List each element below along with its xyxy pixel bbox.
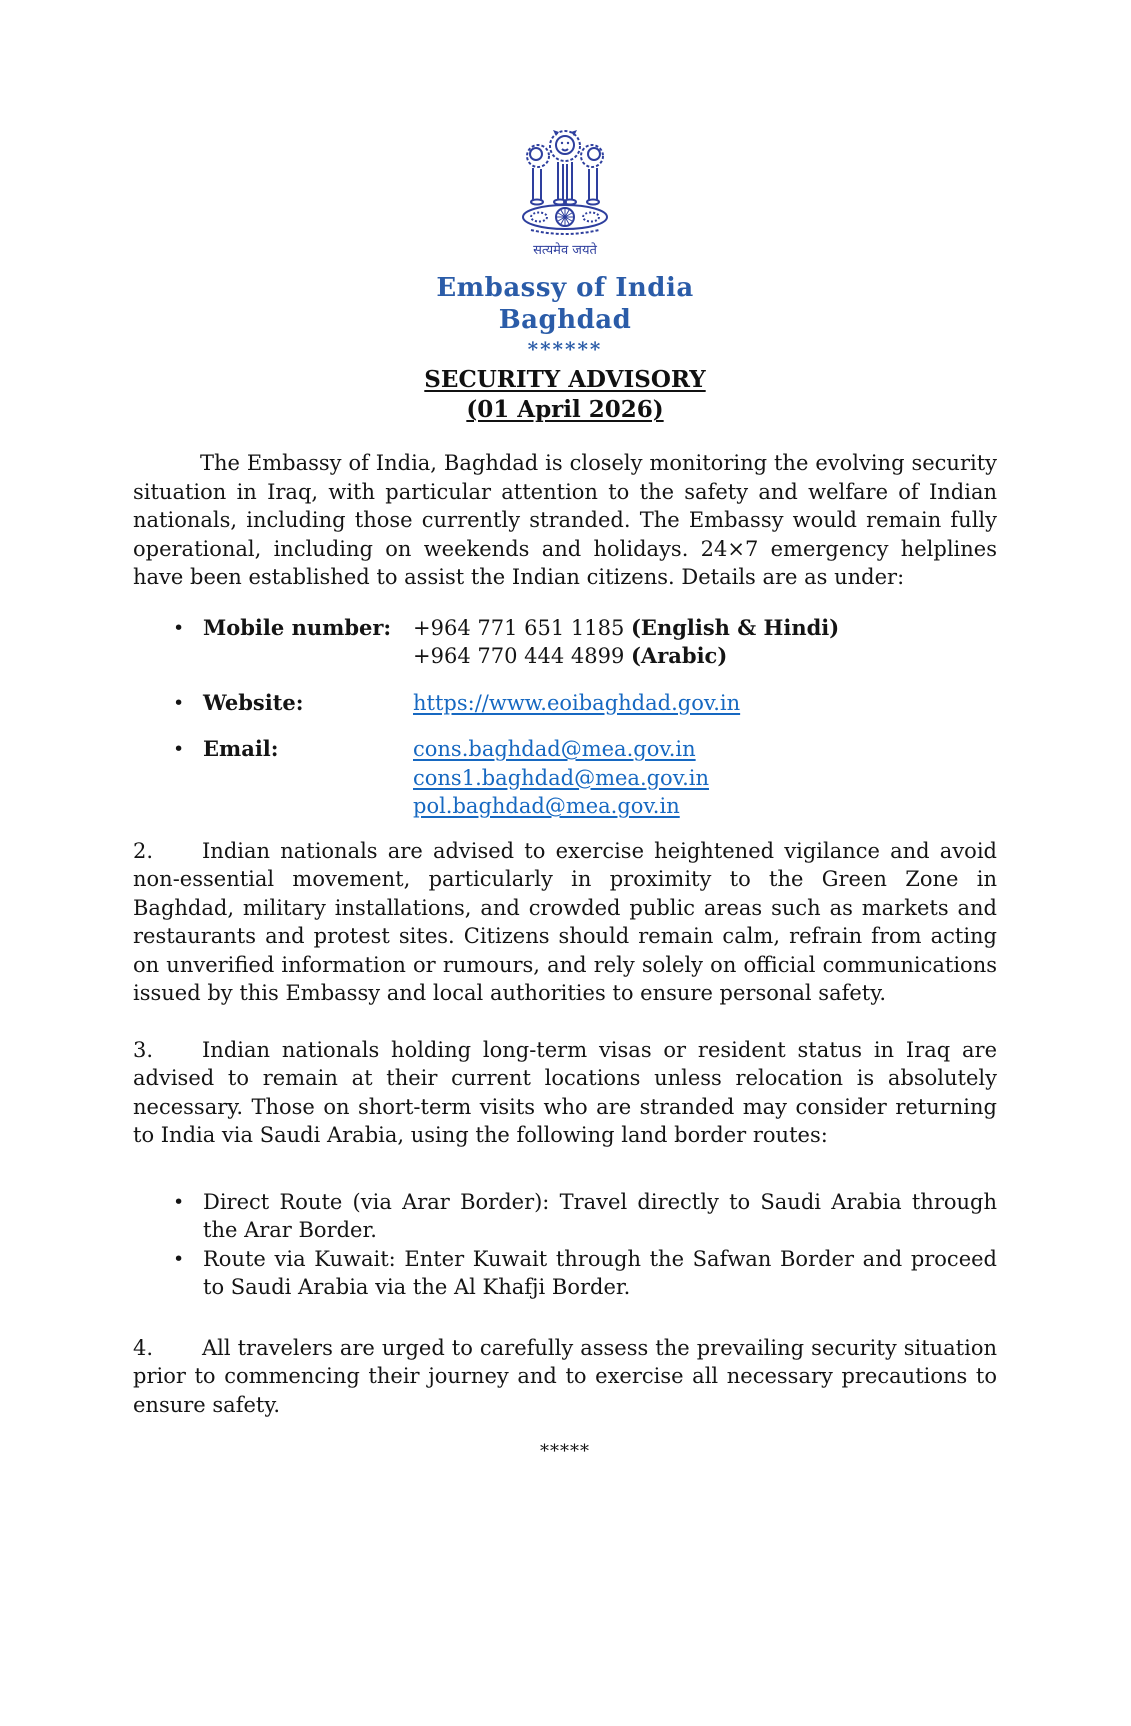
contact-label-website: Website: xyxy=(203,689,304,715)
contact-value-mobile xyxy=(413,614,997,671)
bullet-icon: • xyxy=(173,738,185,760)
paragraph-3: 3. Indian nationals holding long-term visas or resident status in Iraq are advised to remain at their current locations unless relocation is absolutely necessary. Those on short-term visits who are stranded may consider returning to India via Saudi Arabia, using the following land border routes: xyxy=(133,1037,997,1147)
paragraph-4: 4. All travelers are urged to carefully assess the prevailing security situation prior to commencing their journey and to exercise all necessary precautions to ensure safety. xyxy=(133,1335,997,1417)
phone-line-2: +964 770 444 4899 (Arabic) xyxy=(413,643,728,668)
bullet-icon: • xyxy=(173,1190,185,1213)
paragraph-2: 2. Indian nationals are advised to exercise heightened vigilance and avoid non-essential movement, particularly in proximity to the Green Zone in Baghdad, military installations, and crowded public areas such as markets and restaurants and protest sites. Citizens should remain calm, refrain from acting on unverified information or rumours, and rely solely on official communications issued by this Embassy and local authorities to ensure personal safety. xyxy=(133,838,997,1005)
emblem-block xyxy=(133,126,997,258)
contact-label-email: Email: xyxy=(203,736,279,761)
route-item-arar: • Direct Route (via Arar Border): Travel directly to Saudi Arabia through the Arar Border. xyxy=(133,1188,997,1245)
contact-item-website xyxy=(133,689,997,718)
route-list xyxy=(133,1188,997,1302)
bullet-icon: • xyxy=(173,616,185,639)
org-name: Embassy of India xyxy=(436,273,694,303)
bullet-icon: • xyxy=(173,691,185,714)
website-link[interactable]: https://www.eoibaghdad.gov.in xyxy=(413,690,741,715)
india-national-emblem-icon xyxy=(512,126,618,238)
advisory-date: (01 April 2026) xyxy=(466,396,664,423)
phone-line-1: +964 771 651 1185 (English & Hindi) xyxy=(413,614,840,640)
document-page xyxy=(0,126,1131,1726)
route-item-kuwait: • Route via Kuwait: Enter Kuwait through the Safwan Border and proceed to Saudi Arabia via the Al Khafji Border. xyxy=(133,1245,997,1302)
contact-label-mobile: Mobile number: xyxy=(203,614,392,640)
contact-list xyxy=(133,614,997,821)
contact-value-website xyxy=(413,689,997,718)
header-divider-stars: ****** xyxy=(527,337,603,361)
contact-item-mobile xyxy=(133,614,997,671)
emblem-motto: सत्यमेव जयते xyxy=(533,243,597,258)
paragraph-2-number: 2. xyxy=(133,838,154,863)
email-link-3[interactable]: pol.baghdad@mea.gov.in xyxy=(413,794,680,818)
email-link-1[interactable]: cons.baghdad@mea.gov.in xyxy=(413,737,696,761)
email-link-2[interactable]: cons1.baghdad@mea.gov.in xyxy=(413,765,709,790)
contact-value-email xyxy=(413,735,997,821)
org-city: Baghdad xyxy=(498,305,632,335)
advisory-title: SECURITY ADVISORY xyxy=(424,366,706,393)
paragraph-4-number: 4. xyxy=(133,1335,154,1360)
paragraph-1: The Embassy of India, Baghdad is closely monitoring the evolving security situation in Iraq, with particular attention to the safety and welfare of Indian nationals, including those currently stranded. The Embassy would remain fully operational, including on weekends and holidays. 24×7 emergency helplines have been established to assist the Indian citizens. Details are as under: xyxy=(133,451,997,589)
footer-stars: ***** xyxy=(540,1441,590,1462)
bullet-icon: • xyxy=(173,1247,185,1270)
contact-item-email xyxy=(133,735,997,821)
paragraph-3-number: 3. xyxy=(133,1037,154,1062)
